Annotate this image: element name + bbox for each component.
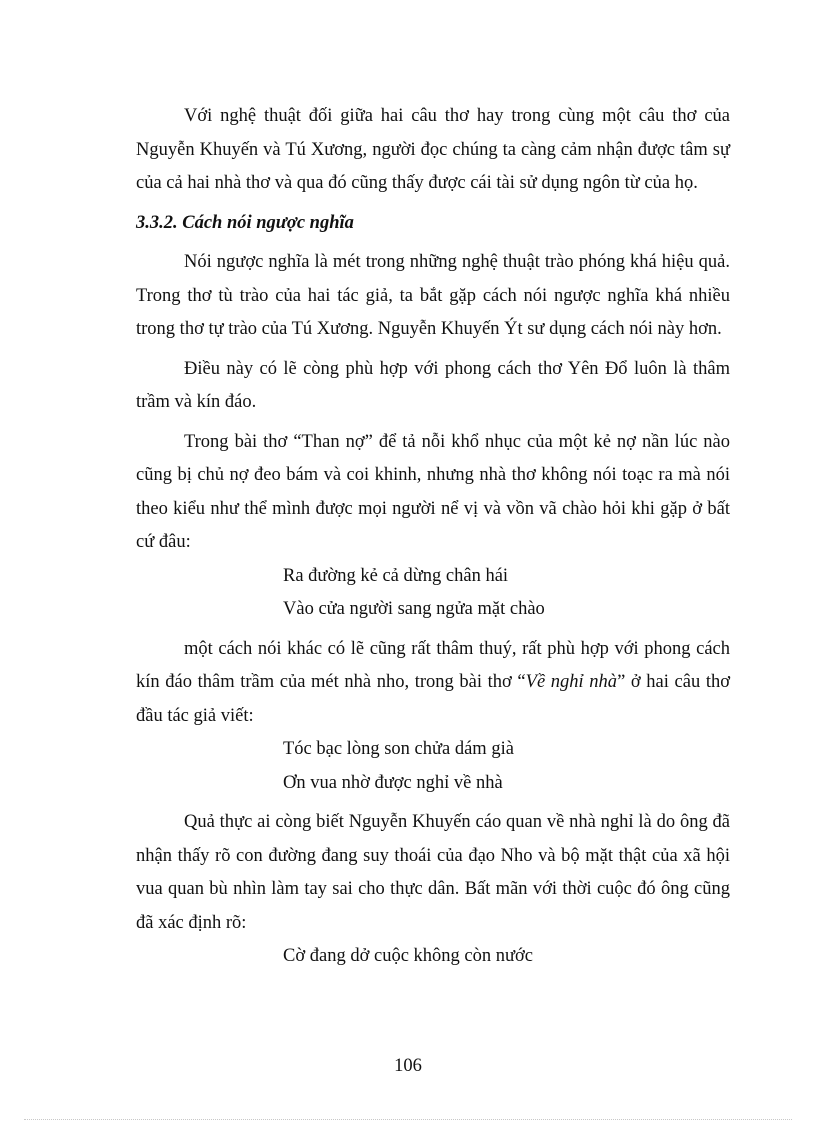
paragraph-text: một cách nói khác có lẽ cũng rất thâm thuý, rất phù hợp với phong cách kín đáo thâm trầm của mét nhà nho, trong bài thơ “: [136, 638, 730, 692]
poem-title: Về nghỉ nhà: [525, 672, 618, 692]
verse-line: Vào cửa người sang ngửa mặt chào: [283, 599, 545, 619]
footer-divider: [24, 1119, 792, 1120]
verse-line: Cờ đang dở cuộc không còn nước: [283, 946, 534, 966]
paragraph: Điều này có lẽ còng phù hợp với phong cách thơ Yên Đổ luôn là thâm trầm và kín đáo.: [136, 358, 730, 412]
page-number: 106: [394, 1056, 422, 1076]
paragraph: [136, 633, 730, 734]
verse-line: Tóc bạc lòng son chửa dám già: [283, 739, 514, 759]
verse-line: Ơn vua nhờ được nghỉ về nhà: [283, 772, 503, 793]
section-heading: 3.3.2. Cách nói ngược nghĩa: [136, 212, 354, 233]
verse-line: Ra đường kẻ cả dừng chân hái: [283, 565, 509, 586]
paragraph: Với nghệ thuật đối giữa hai câu thơ hay trong cùng một câu thơ của Nguyễn Khuyến và Tú Xương, người đọc chúng ta càng cảm nhận được tâm sự của cả hai nhà thơ và qua đó cũng thấy được cái tài sử dụng ngôn từ của họ.: [136, 106, 730, 193]
paragraph-text: ” ở hai câu thơ đầu tác giả viết:: [136, 672, 730, 726]
paragraph: Trong bài thơ “Than nợ” để tả nỗi khổ nhục của một kẻ nợ nần lúc nào cũng bị chủ nợ đeo bám và coi khinh, nhưng nhà thơ không nói toạc ra mà nói theo kiểu như thể mình được mọi người nể vị và vồn vã chào hỏi khi gặp ở bất cứ đâu:: [136, 431, 730, 552]
page-body: [136, 100, 730, 974]
paragraph: Quả thực ai còng biết Nguyễn Khuyến cáo quan về nhà nghỉ là do ông đã nhận thấy rõ con đường đang suy thoái của đạo Nho và bộ mặt thật của xã hội vua quan bù nhìn làm tay sai cho thực dân. Bất mãn với thời cuộc đó ông cũng đã xác định rõ:: [136, 812, 730, 933]
paragraph: Nói ngược nghĩa là mét trong những nghệ thuật trào phóng khá hiệu quả. Trong thơ tù trào của hai tác giả, ta bắt gặp cách nói ngược nghĩa khá nhiều trong thơ tự trào của Tú Xương. Nguyễn Khuyến Ýt sư dụng cách nói này hơn.: [136, 252, 730, 339]
